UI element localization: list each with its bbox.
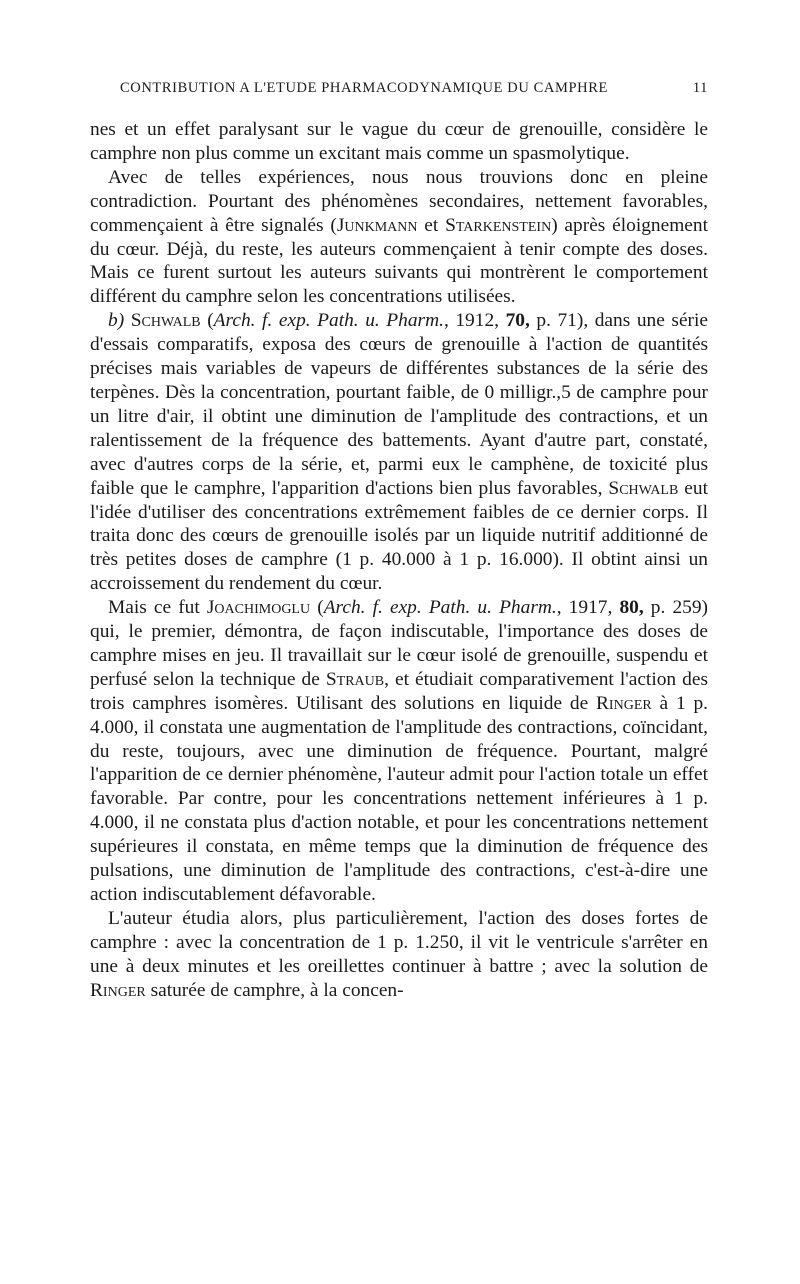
author-name: Ringer	[596, 692, 652, 714]
text-run: , et étudiait comparativement l'action des trois camphres isomères. Utilisant des solutions en liquide de	[90, 668, 708, 714]
paragraph	[90, 166, 708, 309]
citation-italic: Arch. f. exp. Path. u. Pharm.	[213, 310, 444, 332]
author-name: Joachimoglu	[206, 597, 311, 619]
author-name: Schwalb	[130, 310, 201, 332]
paragraph	[90, 907, 708, 1003]
text-run: (	[200, 310, 214, 332]
text-run: à 1 p. 4.000, il constata une augmentation de l'amplitude des contractions, coïncidant, du reste, toujours, avec une diminution de fréquence. Pourtant, malgré l'apparition de ce dernier phénomène, l'auteur admit pour l'action totale un effet favorable. Par contre, pour les concentrations nettement inférieures à 1 p. 4.000, il ne constata plus d'action notable, et pour les concentrations nettement supérieures il constata, en même temps que la diminution de fréquence des pulsations, une diminution de l'amplitude des contractions, c'est-à-dire une action indiscutablement défavorable.	[90, 692, 709, 905]
author-name: Starkenstein	[445, 214, 552, 236]
author-name: Ringer	[90, 979, 146, 1001]
text-run: Mais ce fut	[108, 597, 207, 619]
text-run: (	[310, 597, 324, 619]
text-run	[124, 310, 131, 331]
author-name: Schwalb	[608, 477, 679, 499]
author-name: Straub	[325, 668, 385, 690]
author-name: Junkmann	[336, 214, 418, 236]
page	[90, 80, 708, 1003]
citation-italic: Arch. f. exp. Path. u. Pharm.	[323, 597, 557, 619]
text-run: ) après éloignement du cœur. Déjà, du reste, les auteurs commençaient à tenir compte des doses. Mais ce furent surtout les auteurs suivants qui montrèrent le comportement différent du camphre selon les concentrations utilisées.	[90, 214, 708, 308]
body-text	[90, 118, 708, 1003]
running-head	[90, 80, 708, 102]
page-number: 11	[692, 80, 708, 96]
volume-number: 80,	[619, 597, 644, 619]
running-title: CONTRIBUTION A L'ETUDE PHARMACODYNAMIQUE DU CAMPHRE	[120, 80, 608, 96]
text-run: , 1917,	[556, 597, 620, 619]
text-run: et	[417, 214, 446, 236]
text-run: , 1912,	[443, 310, 506, 332]
text-run: Avec de telles expériences, nous nous trouvions donc en pleine contradiction. Pourtant des phénomènes secondaires, nettement favorables, commençaient à être signalés (	[90, 166, 708, 236]
text-run: nes et un effet paralysant sur le vague du cœur de grenouille, considère le camphre non plus comme un excitant mais comme un spasmolytique.	[90, 119, 708, 164]
text-run: L'auteur étudia alors, plus particulièrement, l'action des doses fortes de camphre : avec la concentration de 1 p. 1.250, il vit le ventricule s'arrêter en une à deux minutes et les oreillettes continuer à battre ; avec la solution de	[90, 907, 708, 977]
paragraph	[90, 118, 708, 166]
text-run: p. 259) qui, le premier, démontra, de façon indiscutable, l'importance des doses de camphre mises en jeu. Il travaillait sur le cœur isolé de grenouille, suspendu et perfusé selon la technique de	[90, 597, 709, 690]
paragraph	[90, 596, 708, 907]
citation-italic: b)	[108, 310, 125, 332]
text-run: saturée de camphre, à la concen-	[145, 979, 404, 1001]
volume-number: 70,	[505, 310, 530, 332]
text-run: eut l'idée d'utiliser des concentrations extrêmement faibles de ce dernier corps. Il traita donc des cœurs de grenouille isolés par un liquide nutritif additionné de très petites doses de camphre (1 p. 40.000 à 1 p. 16.000). Il obtint ainsi un accroissement du rendement du cœur.	[90, 477, 708, 595]
paragraph	[90, 309, 708, 596]
text-run: p. 71), dans une série d'essais comparatifs, exposa des cœurs de grenouille à l'action de quantités précises mais variables de vapeurs de différentes substances de la série des terpènes. Dès la concentration, pourtant faible, de 0 milligr.,5 de camphre pour un litre d'air, il obtint une diminution de l'amplitude des contractions, et un ralentissement de la fréquence des battements. Ayant d'autre part, constaté, avec d'autres corps de la série, et, parmi eux le camphène, de toxicité plus faible que le camphre, l'apparition d'actions bien plus favorables,	[90, 310, 709, 499]
